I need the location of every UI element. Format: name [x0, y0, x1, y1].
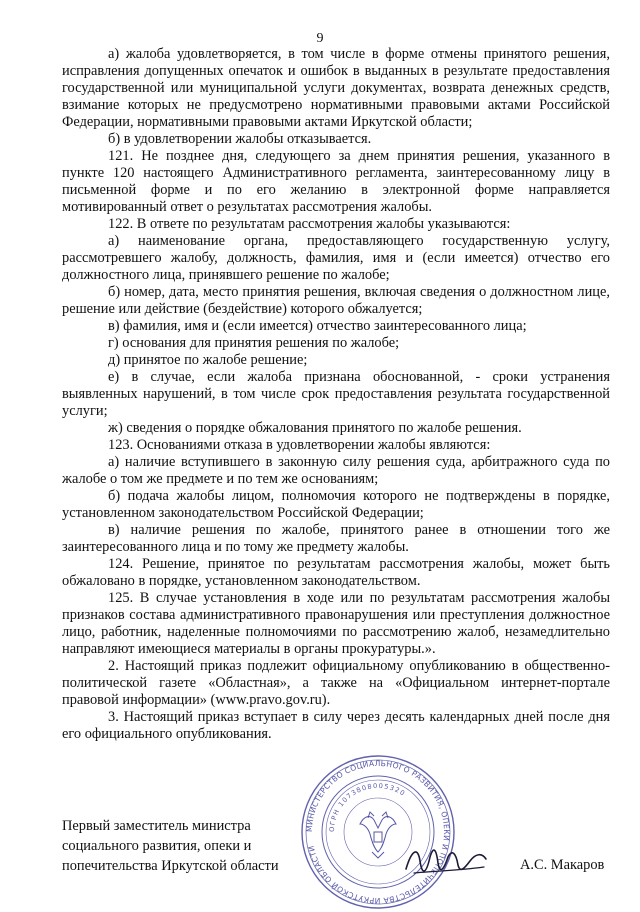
- svg-text:ОГРН 1073808005320: [328, 782, 407, 832]
- paragraph-order-3: 3. Настоящий приказ вступает в силу через десять календарных дней после дня его официального опубликования.: [62, 709, 610, 742]
- paragraph-123-a: а) наличие вступившего в законную силу решения суда, арбитражного суда по жалобе о том же предмете и по тем же основаниям;: [62, 454, 610, 487]
- paragraph-123: 123. Основаниями отказа в удовлетворении жалобы являются:: [108, 437, 491, 453]
- paragraph-122: 122. В ответе по результатам рассмотрения жалобы указываются:: [108, 216, 511, 232]
- signatory-position: [62, 816, 292, 876]
- coat-of-arms-icon: [360, 812, 396, 858]
- paragraph-122-v: в) фамилия, имя и (если имеется) отчество заинтересованного лица;: [108, 318, 527, 334]
- paragraph-122-b: б) номер, дата, место принятия решения, включая сведения о должностном лице, решение или действие (бездействие) которого обжалуется;: [62, 284, 610, 317]
- paragraph-order-2: 2. Настоящий приказ подлежит официальному опубликованию в общественно-политической газете «Областная», а также на «Официальном интернет-портале правовой информации» (www.pravo.gov.ru).: [62, 658, 610, 708]
- paragraph-b-complaint-rejected: б) в удовлетворении жалобы отказывается.: [108, 131, 372, 147]
- signatory-position-line-1: Первый заместитель министра: [62, 818, 251, 834]
- paragraph-125: 125. В случае установления в ходе или по результатам рассмотрения жалобы признаков состава административного правонарушения или преступления должностное лицо, работник, наделенные полномочиями по рассмотрению жалоб, незамедлительно направляют имеющиеся материалы в органы прокуратуры.».: [62, 590, 610, 657]
- seal-outer-text: МИНИСТЕРСТВО СОЦИАЛЬНОГО РАЗВИТИЯ, ОПЕКИ И ПОПЕЧИТЕЛЬСТВА ИРКУТСКОЙ ОБЛАСТИ: [304, 758, 452, 906]
- official-seal: [298, 752, 458, 912]
- handwritten-signature: [400, 835, 490, 885]
- signatory-position-line-2: социального развития, опеки и: [62, 838, 252, 854]
- signatory-position-line-3: попечительства Иркутской области: [62, 858, 279, 874]
- page-number: 9: [316, 31, 324, 46]
- paragraph-124: 124. Решение, принятое по результатам рассмотрения жалобы, может быть обжаловано в порядке, установленном законодательством.: [62, 556, 610, 589]
- seal-inner-text: ОГРН 1073808005320: [327, 781, 408, 833]
- paragraph-122-d: д) принятое по жалобе решение;: [108, 352, 308, 368]
- paragraph-123-v: в) наличие решения по жалобе, принятого ранее в отношении того же заинтересованного лица и по тому же предмету жалобы.: [62, 522, 610, 555]
- paragraph-121: 121. Не позднее дня, следующего за днем принятия решения, указанного в пункте 120 настоящего Административного регламента, заинтересованному лицу в письменной форме и по его желанию в электронной форме направляется мотивированный ответ о результатах рассмотрения жалобы.: [62, 148, 610, 215]
- signatory-name: А.С. Макаров: [520, 857, 605, 873]
- paragraph-122-e: е) в случае, если жалоба признана обоснованной, - сроки устранения выявленных нарушений, в том числе срок предоставления результата государственной услуги;: [62, 369, 610, 419]
- paragraph-122-a: а) наименование органа, предоставляющего государственную услугу, рассмотревшего жалобу, должность, фамилия, имя и (если имеется) отчество его должностного лица, принявшего решение по жалобе;: [62, 233, 610, 283]
- paragraph-122-zh: ж) сведения о порядке обжалования принятого по жалобе решения.: [108, 420, 522, 436]
- paragraph-123-b: б) подача жалобы лицом, полномочия которого не подтверждены в порядке, установленном законодательством Российской Федерации;: [62, 488, 610, 521]
- paragraph-122-g: г) основания для принятия решения по жалобе;: [108, 335, 400, 351]
- paragraph-a-complaint-satisfied: а) жалоба удовлетворяется, в том числе в форме отмены принятого решения, исправления допущенных опечаток и ошибок в выданных в результате предоставления государственной или муниципальной услуги документах, возврата денежных средств, взимание которых не предусмотрено нормативными правовыми актами Российской Федерации, нормативными правовыми актами Иркутской области;: [62, 46, 610, 130]
- document-body: [62, 46, 610, 743]
